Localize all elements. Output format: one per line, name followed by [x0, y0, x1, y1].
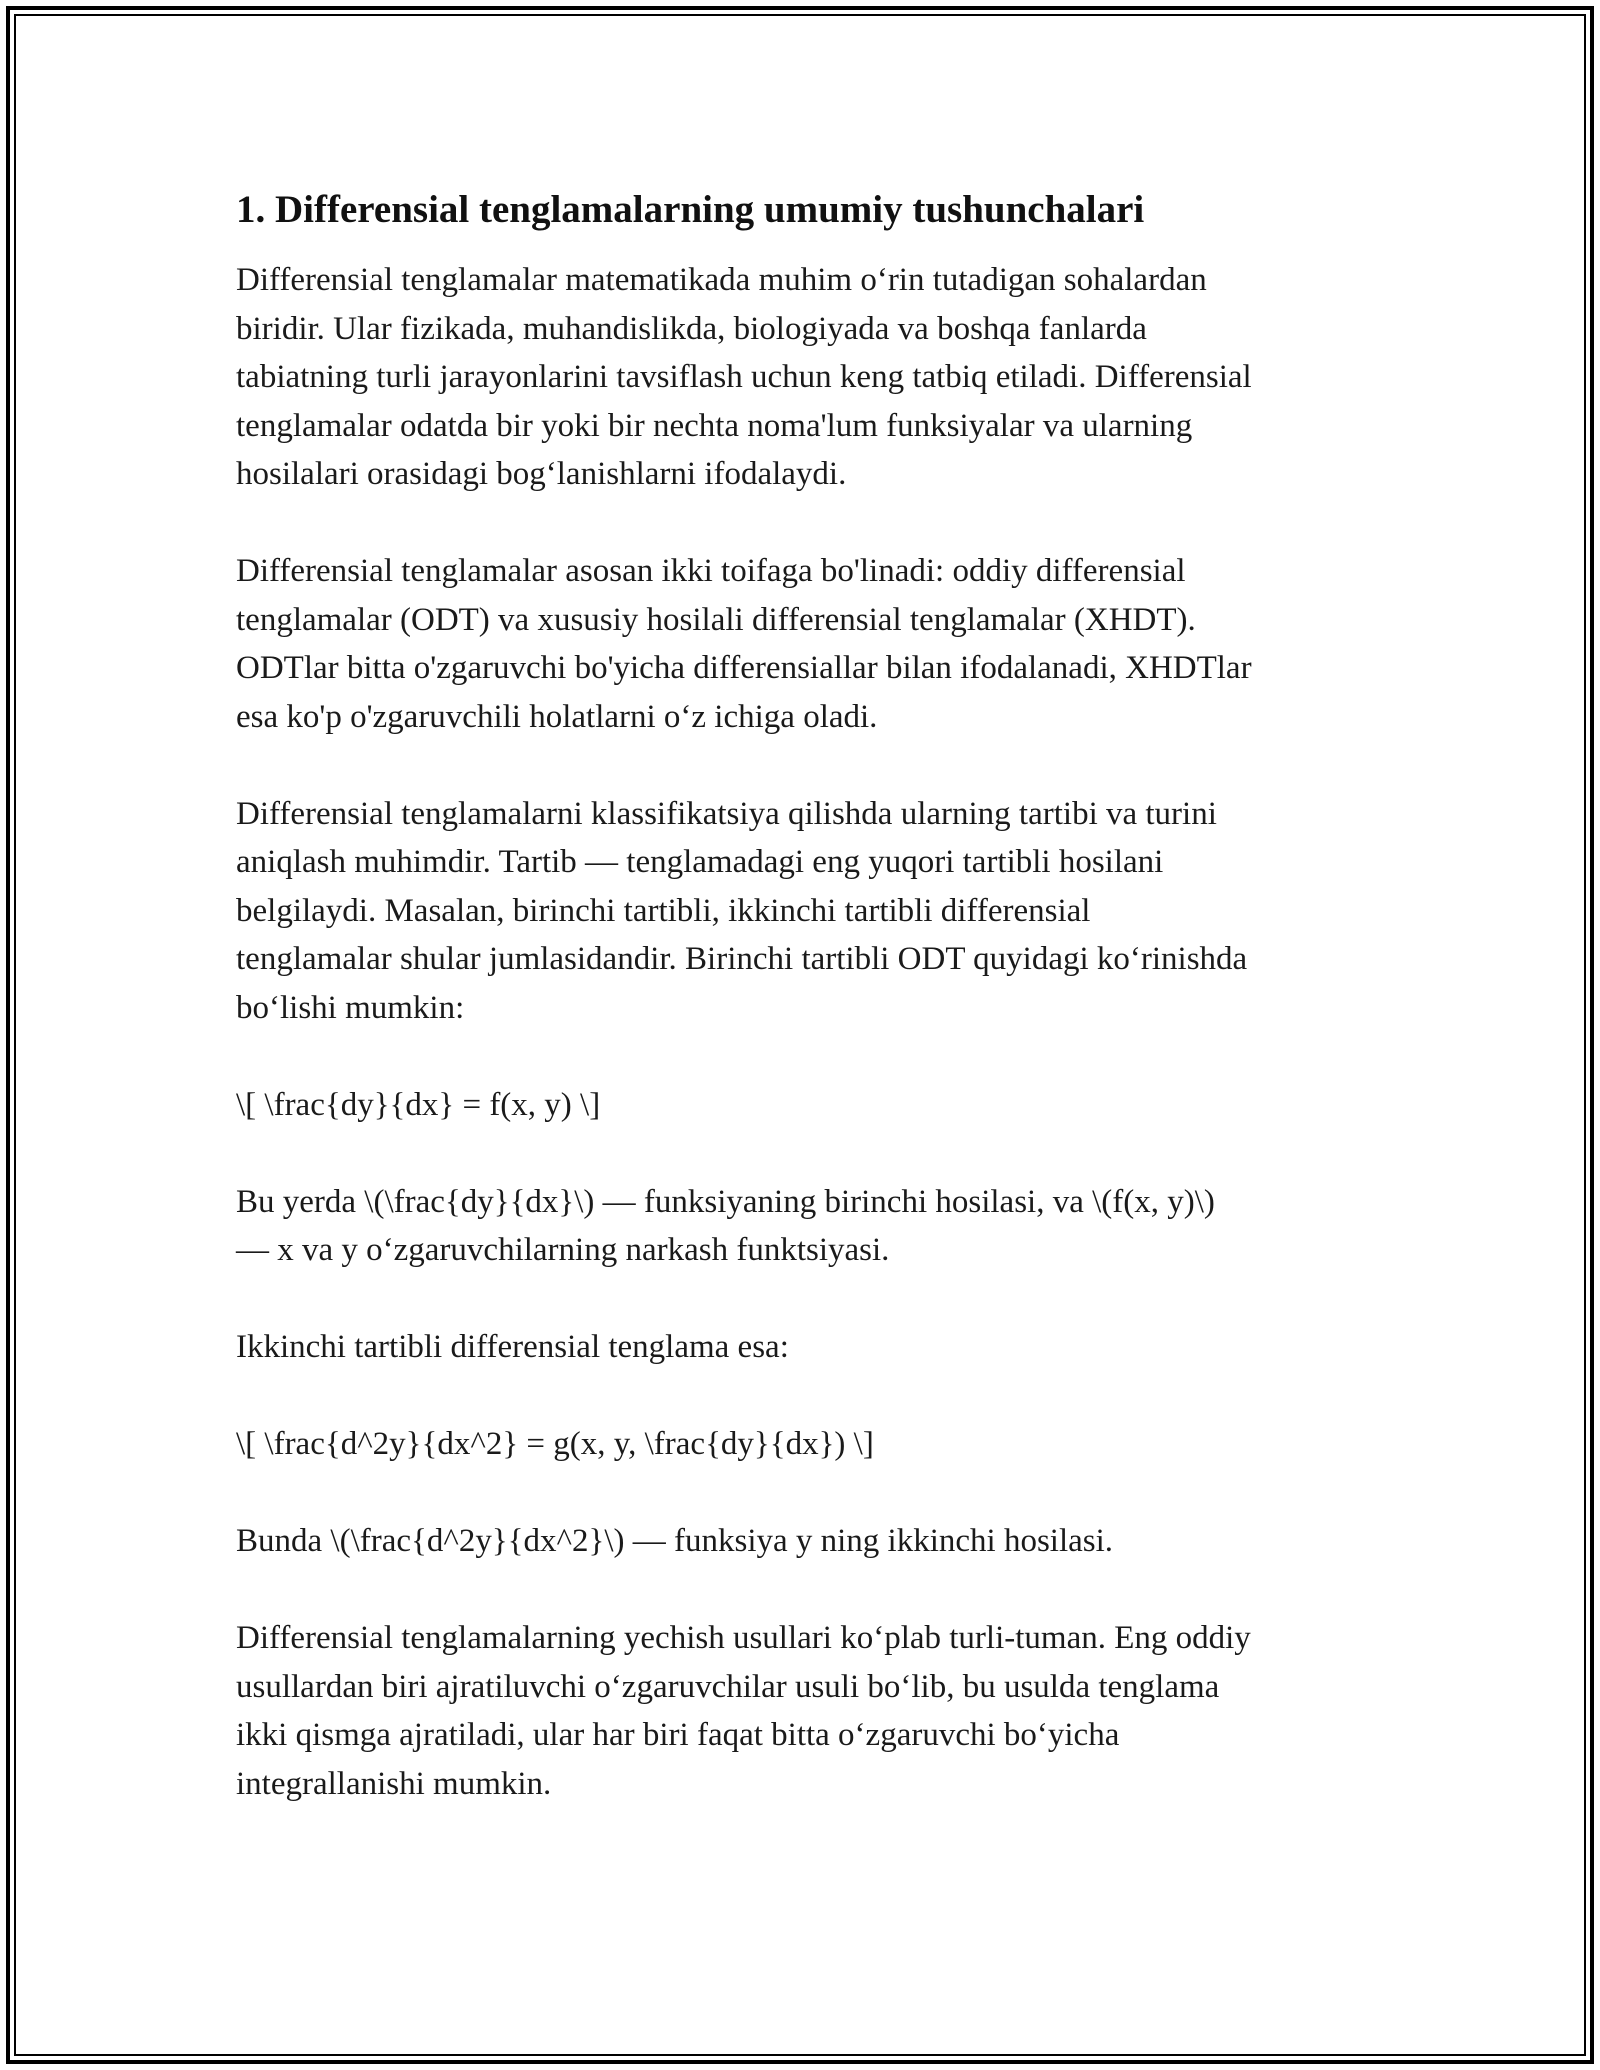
paragraph-classification: Differensial tenglamalarni klassifikatsiya qilishda ularning tartibi va turini aniqlash muhimdir. Tartib — tenglamadagi eng yuqori tartibli hosilani belgilaydi. Masalan, birinchi tartibli, ikkinchi tartibli differensial tenglamalar shular jumlasidandir. Birinchi tartibli ODT quyidagi ko‘rinishda bo‘lishi mumkin:	[236, 795, 1248, 1026]
paragraph-second-order-intro: Ikkinchi tartibli differensial tenglama esa:	[236, 1329, 789, 1365]
equation-first-order: \[ \frac{dy}{dx} = f(x, y) \]	[236, 1086, 601, 1123]
paragraph-intro: Differensial tenglamalar matematikada muhim o‘rin tutadigan sohalardan biridir. Ular fizikada, muhandislikda, biologiyada va boshqa fanlarda tabiatning turli jarayonlarini tavsiflash uchun keng tatbiq etiladi. Differensial tenglamalar odatda bir yoki bir nechta noma'lum funksiyalar va ularning hosilalari orasidagi bog‘lanishlarni ifodalaydi.	[236, 262, 1252, 492]
paragraph-first-order-explanation: Bu yerda \(\frac{dy}{dx}\) — funksiyaning birinchi hosilasi, va \(f(x, y)\) — x va y o‘zgaruvchilarning narkash funktsiyasi.	[236, 1183, 1215, 1268]
equation-second-order: \[ \frac{d^2y}{dx^2} = g(x, y, \frac{dy}{dx}) \]	[236, 1426, 874, 1462]
paragraph-solution-methods: Differensial tenglamalarning yechish usullari ko‘plab turli-tuman. Eng oddiy usullardan biri ajratiluvchi o‘zgaruvchilar usuli bo‘lib, bu usulda tenglama ikki qismga ajratiladi, ular har biri faqat bitta o‘zgaruvchi bo‘yicha integrallanishi mumkin.	[236, 1620, 1251, 1802]
section-title: 1. Differensial tenglamalarning umumiy tushunchalari	[236, 188, 1145, 231]
paragraph-types: Differensial tenglamalar asosan ikki toifaga bo'linadi: oddiy differensial tenglamalar (ODT) va xususiy hosilali differensial tenglamalar (XHDT). ODTlar bitta o'zgaruvchi bo'yicha differensiallar bilan ifodalanadi, XHDTlar esa ko'p o'zgaruvchili holatlarni o‘z ichiga oladi.	[236, 553, 1252, 735]
paragraph-second-order-explanation: Bunda \(\frac{d^2y}{dx^2}\) — funksiya y ning ikkinchi hosilasi.	[236, 1523, 1114, 1559]
document-body	[236, 184, 1376, 1857]
